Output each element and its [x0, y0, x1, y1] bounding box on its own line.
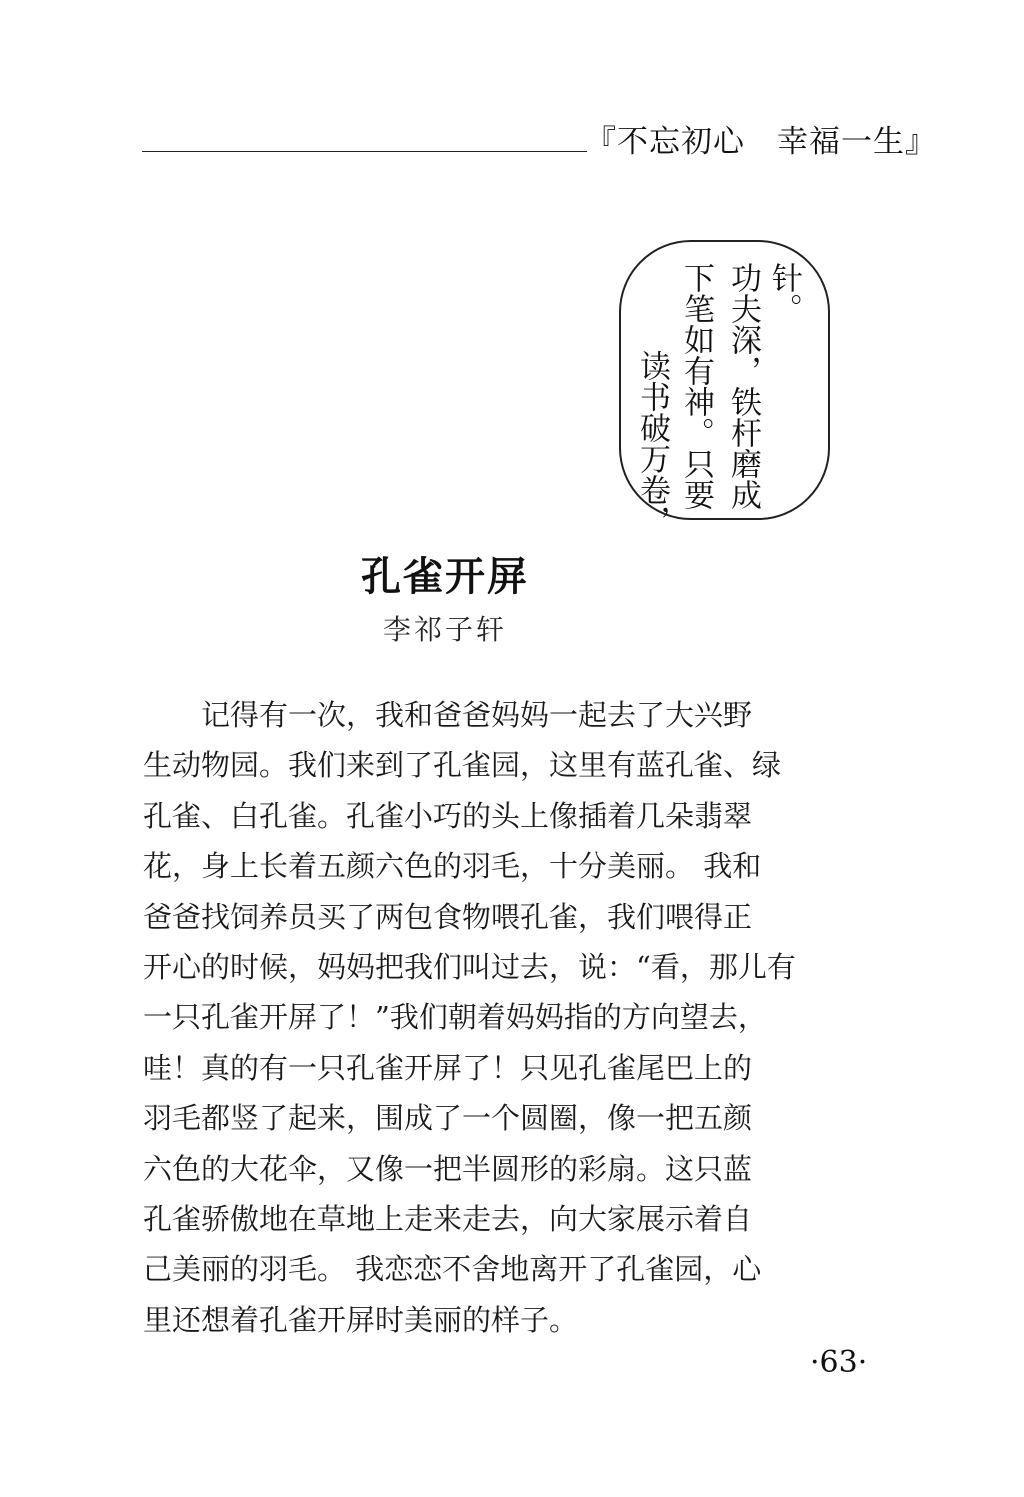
running-header: 『不忘初心 幸福一生』 — [585, 124, 937, 160]
quote-column-3: 下笔如有神。只要 — [678, 262, 714, 510]
body-line: 六色的大花伞，又像一把半圆形的彩扇。这只蓝 — [143, 1151, 753, 1186]
page-number: ·63· — [810, 1345, 868, 1380]
body-line: 哇！真的有一只孔雀开屏了！只见孔雀尾巴上的 — [143, 1050, 753, 1085]
body-line: 生动物园。我们来到了孔雀园，这里有蓝孔雀、绿 — [143, 748, 782, 783]
quote-column-2: 功夫深，铁杆磨成 — [725, 262, 761, 510]
body-line: 花，身上长着五颜六色的羽毛，十分美丽。 我和 — [143, 849, 762, 884]
body-line: 爸爸找饲养员买了两包食物喂孔雀，我们喂得正 — [143, 899, 753, 934]
header-rule — [142, 151, 587, 152]
body-line: 里还想着孔雀开屏时美丽的样子。 — [143, 1302, 579, 1337]
article-author: 李祁子轩 — [382, 613, 507, 646]
body-line: 孔雀骄傲地在草地上走来走去，向大家展示着自 — [143, 1202, 753, 1237]
body-line: 开心的时候，妈妈把我们叫过去，说：“看，那儿有 — [143, 950, 796, 985]
quote-column-4: 读书破万卷， — [634, 350, 670, 536]
body-line: 一只孔雀开屏了！”我们朝着妈妈指的方向望去， — [143, 1000, 767, 1035]
body-line: 记得有一次，我和爸爸妈妈一起去了大兴野 — [143, 698, 753, 732]
article-body — [143, 690, 796, 1345]
article-title: 孔雀开屏 — [361, 553, 529, 600]
body-line: 己美丽的羽毛。 我恋恋不舍地离开了孔雀园，心 — [143, 1252, 762, 1287]
quote-column-1: 针。 — [766, 262, 802, 324]
body-line: 孔雀、白孔雀。孔雀小巧的头上像插着几朵翡翠 — [143, 798, 753, 833]
body-line: 羽毛都竖了起来，围成了一个圆圈，像一把五颜 — [143, 1101, 753, 1136]
